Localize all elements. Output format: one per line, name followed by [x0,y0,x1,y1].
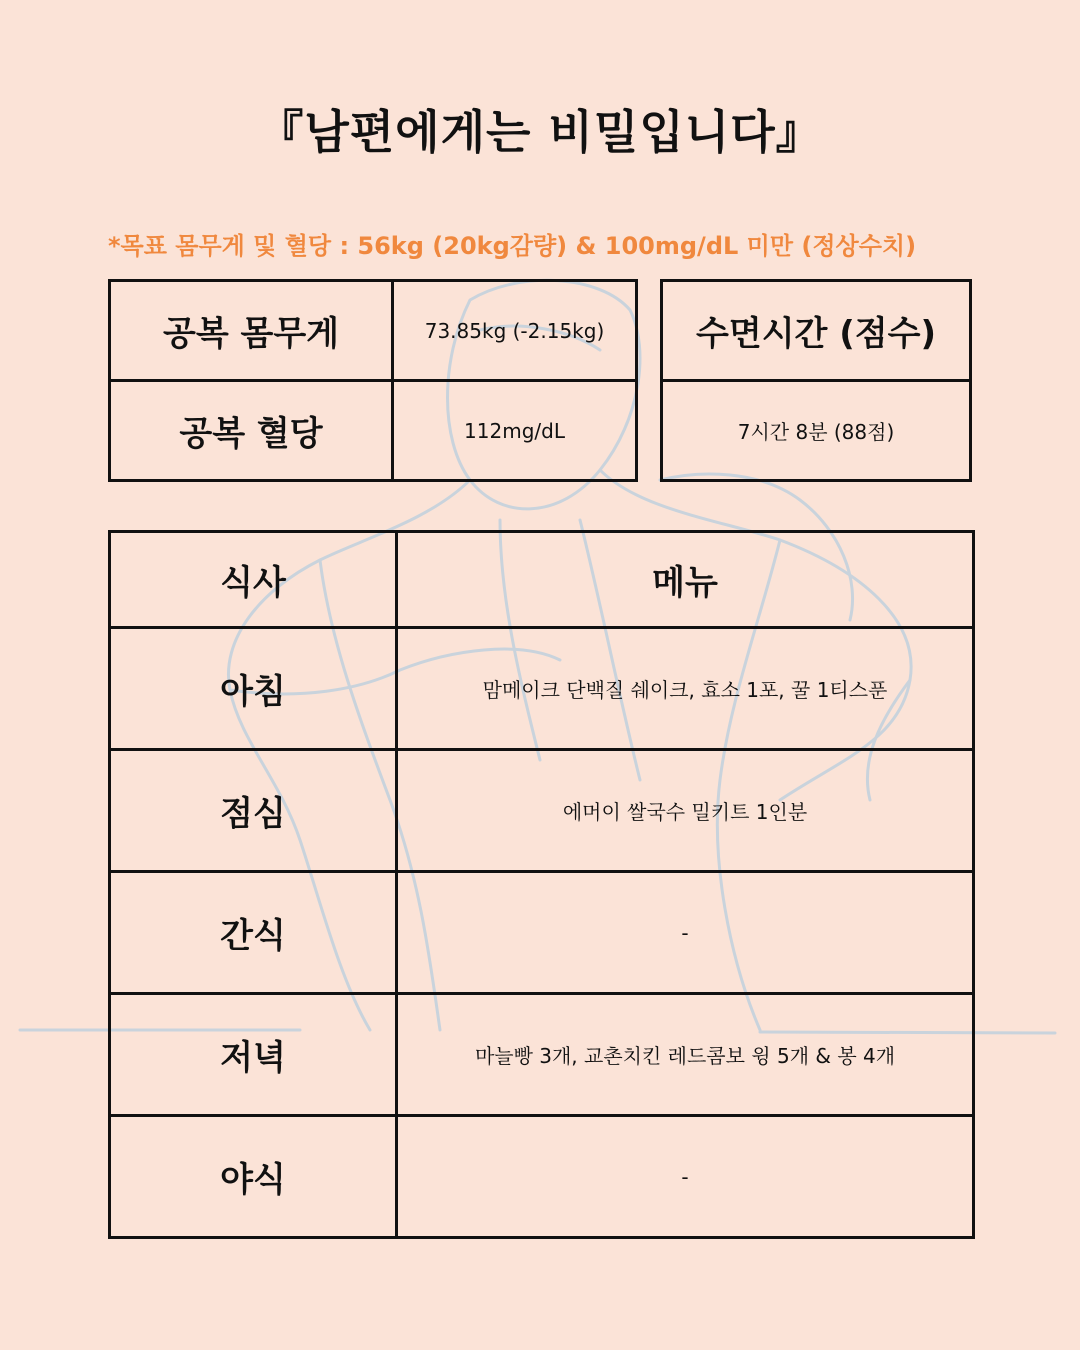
meal-name: 야식 [110,1116,397,1238]
fasting-glucose-label: 공복 혈당 [110,381,393,481]
table-row [110,1116,974,1238]
table-row [662,381,971,481]
meal-menu: 에머이 쌀국수 밀키트 1인분 [397,750,974,872]
table-row [110,872,974,994]
table-row [110,381,637,481]
sleep-table [660,279,972,482]
table-row [110,281,637,381]
table-row [110,994,974,1116]
meal-menu: 맘메이크 단백질 쉐이크, 효소 1포, 꿀 1티스푼 [397,628,974,750]
meal-column-header: 식사 [110,532,397,628]
meal-menu: 마늘빵 3개, 교촌치킨 레드콤보 윙 5개 & 봉 4개 [397,994,974,1116]
goal-note: *목표 몸무게 및 혈당 : 56kg (20kg감량) & 100mg/dL 미만 (정상수치) [108,232,917,260]
meal-name: 간식 [110,872,397,994]
table-header-row [110,532,974,628]
fasting-stats-table [108,279,638,482]
menu-column-header: 메뉴 [397,532,974,628]
sleep-value: 7시간 8분 (88점) [662,381,971,481]
meal-name: 아침 [110,628,397,750]
fasting-glucose-value: 112mg/dL [393,381,637,481]
fasting-weight-value: 73.85kg (-2.15kg) [393,281,637,381]
meals-table [108,530,975,1239]
meal-name: 저녁 [110,994,397,1116]
fasting-weight-label: 공복 몸무게 [110,281,393,381]
meal-name: 점심 [110,750,397,872]
sleep-label: 수면시간 (점수) [662,281,971,381]
table-row [110,750,974,872]
meal-menu: - [397,1116,974,1238]
page-title: 『남편에게는 비밀입니다』 [257,105,823,159]
table-row [662,281,971,381]
meal-menu: - [397,872,974,994]
table-row [110,628,974,750]
